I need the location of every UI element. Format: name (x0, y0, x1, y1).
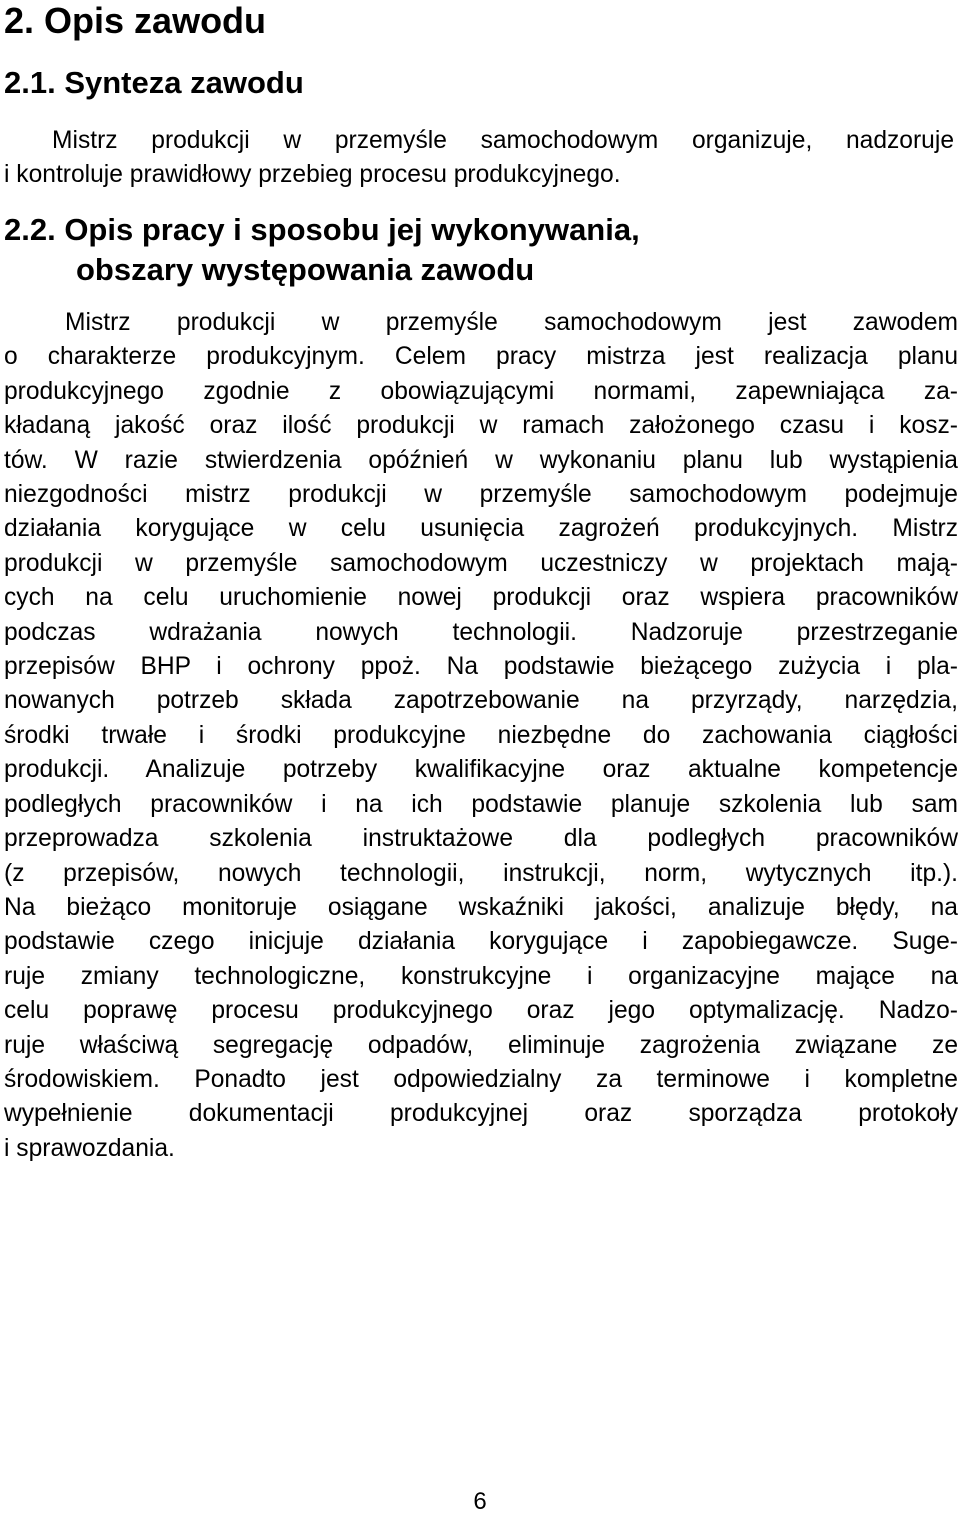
paragraph-line: i sprawozdania. (4, 1134, 175, 1162)
paragraph-line: Mistrz produkcji w przemyśle samochodowym jest zawodem (65, 309, 958, 336)
chapter-heading: 2. Opis zawodu (4, 0, 267, 41)
paragraph-line: produkcji. Analizuje potrzeby kwalifikacyjne oraz aktualne kompetencje (4, 756, 958, 784)
work-description-paragraph (4, 306, 958, 1166)
synthesis-paragraph (4, 124, 954, 193)
paragraph-line: (z przepisów, nowych technologii, instrukcji, norm, wytycznych itp.). (4, 859, 958, 887)
section-heading-line-1: 2.2. Opis pracy i sposobu jej wykonywania, (4, 212, 640, 247)
paragraph-line: tów. W razie stwierdzenia opóźnień w wykonaniu planu lub wystąpienia (4, 446, 958, 474)
paragraph-line: działania korygujące w celu usunięcia zagrożeń produkcyjnych. Mistrz (4, 515, 958, 543)
paragraph-line: środowiskiem. Ponadto jest odpowiedzialny za terminowe i kompletne (4, 1065, 958, 1093)
paragraph-line: ruje właściwą segregację odpadów, eliminuje zagrożenia związane ze (4, 1031, 958, 1059)
paragraph-line: niezgodności mistrz produkcji w przemyśle samochodowym podejmuje (4, 481, 958, 509)
paragraph-line: o charakterze produkcyjnym. Celem pracy mistrza jest realizacja planu (4, 343, 958, 371)
paragraph-line: ruje zmiany technologiczne, konstrukcyjne i organizacyjne mające na (4, 962, 958, 990)
paragraph-line: podczas wdrażania nowych technologii. Nadzoruje przestrzeganie (4, 618, 958, 646)
paragraph-line: i kontroluje prawidłowy przebieg procesu produkcyjnego. (4, 161, 621, 189)
paragraph-line: kładaną jakość oraz ilość produkcji w ramach założonego czasu i kosz- (4, 412, 958, 440)
paragraph-line: nowanych potrzeb składa zapotrzebowanie na przyrządy, narzędzia, (4, 687, 958, 715)
paragraph-line: podległych pracowników i na ich podstawie planuje szkolenia lub sam (4, 790, 958, 818)
page-number: 6 (473, 1488, 487, 1515)
paragraph-line: przepisów BHP i ochrony ppoż. Na podstawie bieżącego zużycia i pla- (4, 653, 958, 681)
paragraph-line: podstawie czego inicjuje działania korygujące i zapobiegawcze. Suge- (4, 928, 958, 956)
paragraph-line: Na bieżąco monitoruje osiągane wskaźniki jakości, analizuje błędy, na (4, 893, 958, 921)
paragraph-line: produkcyjnego zgodnie z obowiązującymi normami, zapewniająca za- (4, 377, 958, 405)
section-heading-synthesis: 2.1. Synteza zawodu (4, 65, 304, 100)
section-heading-line-2: obszary występowania zawodu (76, 252, 535, 287)
paragraph-line: wypełnienie dokumentacji produkcyjnej oraz sporządza protokoły (4, 1100, 958, 1128)
section-heading-work-description (4, 210, 640, 290)
paragraph-line: Mistrz produkcji w przemyśle samochodowym organizuje, nadzoruje (52, 127, 954, 154)
paragraph-line: celu poprawę procesu produkcyjnego oraz jego optymalizację. Nadzo- (4, 997, 958, 1025)
paragraph-line: cych na celu uruchomienie nowej produkcji oraz wspiera pracowników (4, 584, 958, 612)
paragraph-line: środki trwałe i środki produkcyjne niezbędne do zachowania ciągłości (4, 721, 958, 749)
paragraph-line: produkcji w przemyśle samochodowym uczestniczy w projektach mają- (4, 549, 958, 577)
paragraph-line: przeprowadza szkolenia instruktażowe dla podległych pracowników (4, 825, 958, 853)
